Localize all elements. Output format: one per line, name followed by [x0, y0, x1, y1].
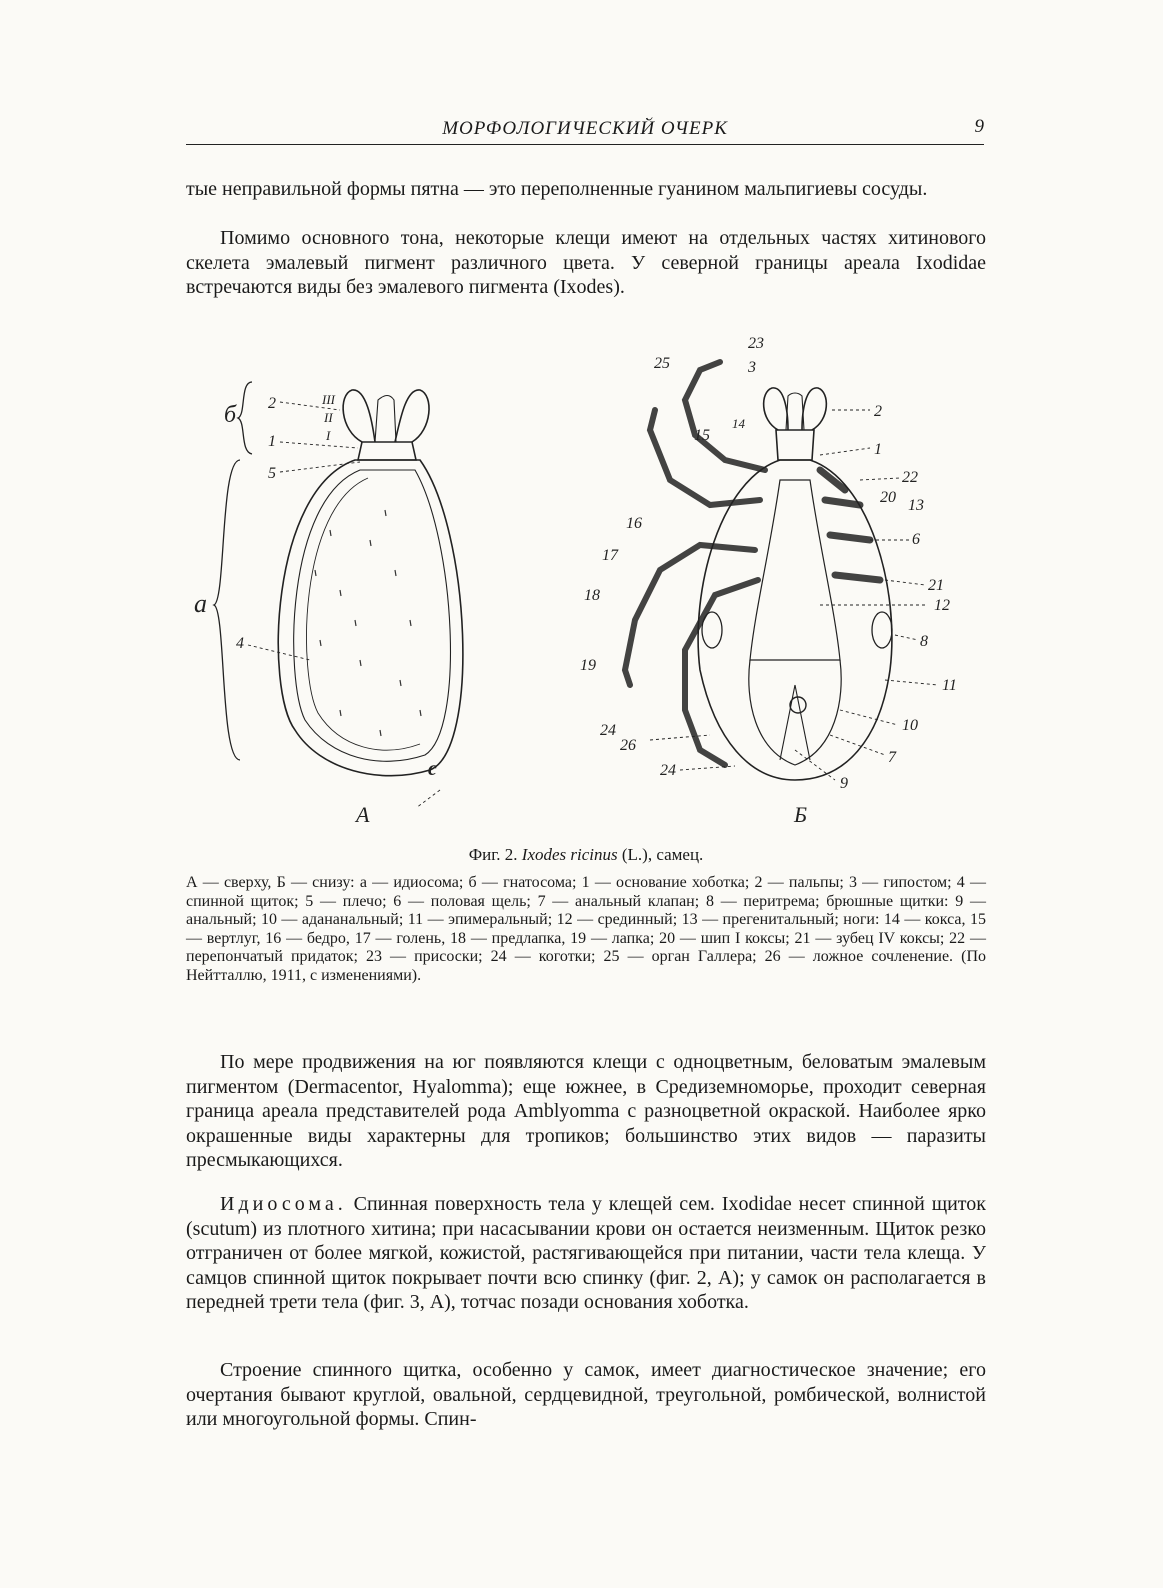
caption-suffix: (L.), самец.: [621, 845, 704, 864]
panel-a-dorsal-view: [214, 382, 463, 808]
label-b-26: 26: [620, 737, 636, 754]
basis-capituli-a: [358, 442, 416, 460]
body-outline-b: [698, 460, 892, 780]
label-a-r2: II: [324, 410, 333, 425]
paragraph-4-text: Спинная поверхность тела у клещей сем. Ixodidae несет спинной щиток (scutum) из плотного хитина; при насасывании крови он остается неизменным. Щиток резко отграничен от более мягкой, кожистой, растягивающейся при питании, части тела клеща. У самцов спинной щиток покрывает почти всю спинку (фиг. 2, А); у самок он располагается в передней трети тела (фиг. 3, А), тотчас позади основания хоботка.: [186, 1193, 987, 1313]
palp-right-a: [395, 390, 429, 442]
brace-a: [214, 460, 240, 760]
paragraph-2-text: Помимо основного тона, некоторые клещи имеют на отдельных частях хитинового скелета эмалевый пигмент различного цвета. У северной границы ареала Ixodidae встречаются виды без эмалевого пигмента (Ixodes).: [186, 227, 986, 298]
leg-3-right: [830, 535, 870, 540]
running-header: [186, 112, 984, 145]
basis-capituli-b: [776, 430, 814, 460]
label-b-21: 21: [928, 577, 944, 594]
palp-left-a: [343, 390, 375, 442]
leg-3-left: [625, 545, 755, 685]
label-b-11: 11: [942, 677, 957, 694]
scutum-inner-margin-a: [306, 478, 420, 750]
paragraph-5-text: Строение спинного щитка, особенно у самок, имеет диагностическое значение; его очертания бывают круглой, овальной, сердцевидной, треугольной, ромбической, волнистой или многоугольной формы. Спин-: [186, 1359, 986, 1430]
panel-a-labels: [194, 392, 437, 827]
label-a-1: 1: [268, 433, 276, 450]
label-c: с: [428, 758, 437, 780]
paragraph-5: [186, 1358, 986, 1432]
scutum-outline-a: [294, 470, 451, 761]
label-b-10: 10: [902, 717, 918, 734]
label-b-13: 13: [908, 497, 924, 514]
paragraph-3: [186, 1050, 986, 1173]
page-number: 9: [974, 116, 984, 137]
panel-a-letter: A: [356, 802, 370, 827]
label-b-8: 8: [920, 633, 928, 650]
label-a: а: [194, 589, 207, 618]
label-b-19: 19: [580, 657, 596, 674]
brace-delta: [238, 382, 252, 454]
leg-4-right: [835, 575, 880, 580]
caption-prefix: Фиг. 2.: [468, 845, 518, 864]
leg-2-right: [825, 500, 860, 505]
figure-legend: А — сверху, Б — снизу: а — идиосома; б — гнатосома; 1 — основание хоботка; 2 — пальпы; 3 — гипостом; 4 — спинной щиток; 5 — плечо; 6 — половая щель; 7 — анальный клапан; 8 — перитрема; брюшные щитки: 9 — анальный; 10 — адананальный; 11 — эпимеральный; 12 — срединный; 13 — прегенитальный; ноги: 14 — кокса, 15 — вертлуг, 16 — бедро, 17 — голень, 18 — предлапка, 19 — лапка; 20 — шип I коксы; 21 — зубец IV коксы; 22 — перепончатый придаток; 23 — присоски; 24 — коготки; 25 — орган Галлера; 26 — ложное сочленение. (По Нейтталлю, 1911, с изменениями).: [186, 874, 986, 984]
label-b-9: 9: [840, 775, 848, 792]
label-b-24b: 24: [660, 762, 676, 779]
paragraph-4: [186, 1192, 986, 1315]
label-b-17: 17: [602, 547, 618, 564]
panel-b-letter: Б: [794, 802, 807, 827]
label-a-r3: III: [322, 392, 335, 407]
label-a-5: 5: [268, 465, 276, 482]
paragraph-1: тые неправильной формы пятна — это переполненные гуанином мальпигиевы сосуды.: [186, 178, 928, 200]
label-b-15: 15: [694, 427, 710, 444]
paragraph-4-term: Идиосома.: [220, 1193, 347, 1215]
setae-dots-a: [315, 510, 421, 736]
figure-caption: [186, 845, 986, 865]
label-b-2: 2: [874, 403, 882, 420]
panel-b-ventral-view: [625, 362, 938, 780]
hypostome-a: [375, 396, 396, 443]
body-outline-a: [278, 460, 463, 776]
leg-1-left: [685, 362, 765, 470]
label-a-4: 4: [236, 635, 244, 652]
label-b-14: 14: [732, 416, 745, 431]
label-b-23: 23: [748, 335, 764, 352]
peritreme-right: [872, 612, 892, 648]
label-b-7: 7: [888, 749, 896, 766]
caption-species: Ixodes ricinus: [521, 845, 618, 864]
label-b-22: 22: [902, 469, 918, 486]
label-b-25: 25: [654, 355, 670, 372]
label-b-12: 12: [934, 597, 950, 614]
label-b-20: 20: [880, 489, 896, 506]
label-b-3: 3: [748, 359, 756, 376]
label-a-r1: I: [326, 428, 331, 443]
figure-2: [180, 330, 1000, 830]
palp-left-b: [764, 388, 788, 430]
paragraph-2: [186, 226, 986, 300]
label-b-1: 1: [874, 441, 882, 458]
label-b-24a: 24: [600, 722, 616, 739]
median-plate: [750, 480, 840, 660]
leg-4-left: [685, 580, 758, 765]
label-b-18: 18: [584, 587, 600, 604]
label-b-16: 16: [626, 515, 642, 532]
palp-right-b: [802, 388, 826, 430]
label-b-6: 6: [912, 531, 920, 548]
label-delta: б: [224, 402, 237, 428]
panel-b-labels: [580, 335, 957, 827]
running-title: МОРФОЛОГИЧЕСКИЙ ОЧЕРК: [442, 118, 728, 139]
label-a-2: 2: [268, 395, 276, 412]
paragraph-3-text: По мере продвижения на юг появляются клещи с одноцветным, беловатым эмалевым пигментом (Dermacentor, Hyalomma); еще южнее, в Средиземноморье, проходит северная граница ареала представителей рода Amblyomma с разноцветной окраской. Наиболее ярко окрашенные виды характерны для тропиков; большинство этих видов — паразиты пресмыкающихся.: [186, 1051, 986, 1171]
